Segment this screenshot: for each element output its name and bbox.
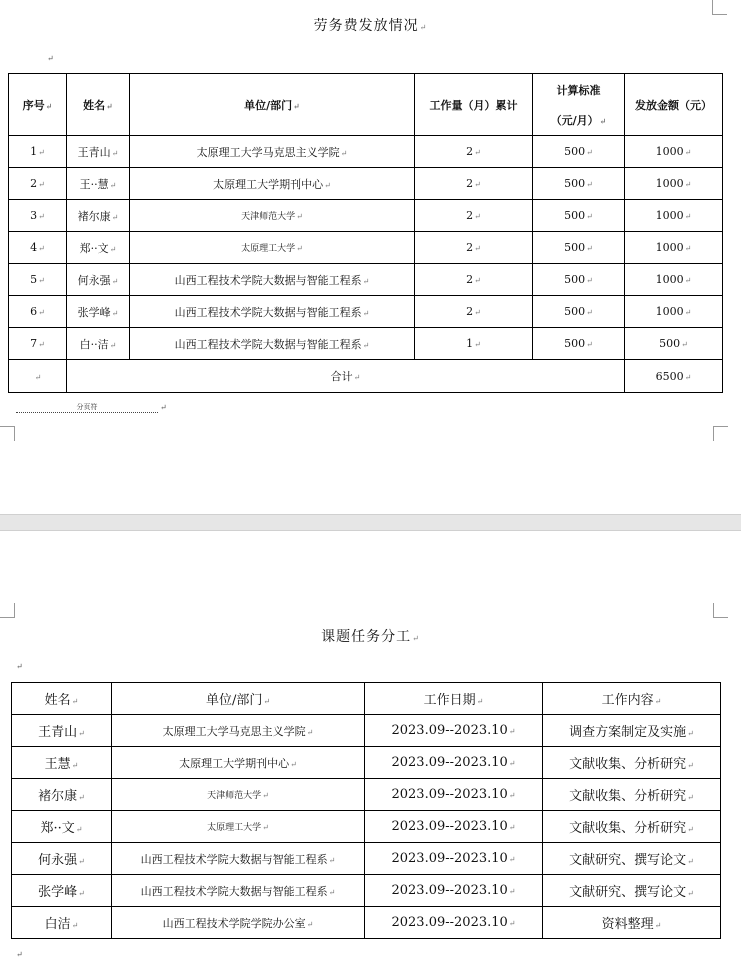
cell-seq: 6 ↵ <box>9 296 67 328</box>
cell-workload: 2 ↵ <box>415 136 533 168</box>
cell-content: 文献研究、撰写论文 ↵ <box>543 875 721 907</box>
cell-seq: 3 ↵ <box>9 200 67 232</box>
table-row <box>12 875 721 907</box>
header-amount: 发放金额（元） <box>625 74 723 136</box>
cell-workload: 2 ↵ <box>415 200 533 232</box>
header-seq: 序号 ↵ <box>9 74 67 136</box>
paragraph-mark: ↵ <box>16 950 23 959</box>
table-row <box>9 136 723 168</box>
table-row <box>12 779 721 811</box>
table-row <box>9 296 723 328</box>
cell-rate: 500 ↵ <box>533 168 625 200</box>
cell-unit: 山西工程技术学院大数据与智能工程系 ↵ <box>130 328 415 360</box>
cell-unit: 山西工程技术学院大数据与智能工程系 ↵ <box>130 264 415 296</box>
cell-unit: 天津师范大学 ↵ <box>130 200 415 232</box>
cell-workload: 2 ↵ <box>415 296 533 328</box>
cell-workload: 1 ↵ <box>415 328 533 360</box>
header-date: 工作日期 ↵ <box>365 683 543 715</box>
crop-mark <box>0 426 15 441</box>
cell-amount: 1000 ↵ <box>625 232 723 264</box>
page-break-marker: 分页符 <box>16 402 158 413</box>
table-row <box>12 715 721 747</box>
cell-unit: 太原理工大学马克思主义学院 ↵ <box>112 715 365 747</box>
crop-mark <box>713 603 728 618</box>
table-row <box>9 264 723 296</box>
cell-name: 褚尔康 ↵ <box>67 200 130 232</box>
cell-content: 文献研究、撰写论文 ↵ <box>543 843 721 875</box>
task-division-table <box>11 682 721 939</box>
cell-name: 王慧 ↵ <box>12 747 112 779</box>
header-content: 工作内容 ↵ <box>543 683 721 715</box>
cell-workload: 2 ↵ <box>415 232 533 264</box>
cell-name: 白··洁 ↵ <box>67 328 130 360</box>
cell-name: 褚尔康 ↵ <box>12 779 112 811</box>
cell-unit: 山西工程技术学院学院办公室 ↵ <box>112 907 365 939</box>
cell-name: 郑··文 ↵ <box>67 232 130 264</box>
cell-unit: 天津师范大学 ↵ <box>112 779 365 811</box>
table-row <box>9 232 723 264</box>
cell-rate: 500 ↵ <box>533 296 625 328</box>
crop-mark <box>0 603 15 618</box>
total-label: 合计 ↵ <box>67 360 625 393</box>
cell-name: 张学峰 ↵ <box>67 296 130 328</box>
header-unit: 单位/部门 ↵ <box>112 683 365 715</box>
cell-amount: 1000 ↵ <box>625 264 723 296</box>
cell-name: 何永强 ↵ <box>67 264 130 296</box>
cell-content: 调查方案制定及实施 ↵ <box>543 715 721 747</box>
cell-date: 2023.09--2023.10 ↵ <box>365 747 543 779</box>
cell-rate: 500 ↵ <box>533 328 625 360</box>
cell-name: 何永强 ↵ <box>12 843 112 875</box>
cell-date: 2023.09--2023.10 ↵ <box>365 811 543 843</box>
cell-unit: 太原理工大学 ↵ <box>130 232 415 264</box>
cell-unit: 山西工程技术学院大数据与智能工程系 ↵ <box>112 875 365 907</box>
table-row <box>12 843 721 875</box>
cell-content: 资料整理 ↵ <box>543 907 721 939</box>
labor-fee-table <box>8 73 723 393</box>
table-row <box>12 811 721 843</box>
cell-date: 2023.09--2023.10 ↵ <box>365 715 543 747</box>
cell-seq: 5 ↵ <box>9 264 67 296</box>
cell-amount: 500 ↵ <box>625 328 723 360</box>
cell-date: 2023.09--2023.10 ↵ <box>365 843 543 875</box>
table-row <box>9 168 723 200</box>
cell-unit: 太原理工大学期刊中心 ↵ <box>112 747 365 779</box>
page-title-task-division: 课题任务分工 ↵ <box>0 626 741 646</box>
table-row <box>9 328 723 360</box>
cell-name: 郑··文 ↵ <box>12 811 112 843</box>
cell-content: 文献收集、分析研究 ↵ <box>543 811 721 843</box>
cell-date: 2023.09--2023.10 ↵ <box>365 779 543 811</box>
table-row <box>12 907 721 939</box>
cell-rate: 500 ↵ <box>533 232 625 264</box>
cell-name: 王··慧 ↵ <box>67 168 130 200</box>
cell-amount: 1000 ↵ <box>625 136 723 168</box>
cell-amount: 1000 ↵ <box>625 296 723 328</box>
total-row <box>9 360 723 393</box>
cell-unit: 山西工程技术学院大数据与智能工程系 ↵ <box>130 296 415 328</box>
crop-mark <box>712 0 727 15</box>
page-title-labor-fee: 劳务费发放情况 ↵ <box>0 15 741 35</box>
header-unit: 单位/部门 ↵ <box>130 74 415 136</box>
paragraph-mark: ↵ <box>160 403 167 412</box>
cell-rate: 500 ↵ <box>533 264 625 296</box>
cell-name: 白洁 ↵ <box>12 907 112 939</box>
total-value: 6500 ↵ <box>625 360 723 393</box>
cell-workload: 2 ↵ <box>415 168 533 200</box>
cell-seq: 1 ↵ <box>9 136 67 168</box>
cell-date: 2023.09--2023.10 ↵ <box>365 875 543 907</box>
cell-content: 文献收集、分析研究 ↵ <box>543 747 721 779</box>
cell-name: 王青山 ↵ <box>12 715 112 747</box>
cell-name: 张学峰 ↵ <box>12 875 112 907</box>
cell-content: 文献收集、分析研究 ↵ <box>543 779 721 811</box>
cell-unit: 山西工程技术学院大数据与智能工程系 ↵ <box>112 843 365 875</box>
table-header-row <box>9 74 723 136</box>
table-header-row <box>12 683 721 715</box>
cell-date: 2023.09--2023.10 ↵ <box>365 907 543 939</box>
cell-name: 王青山 ↵ <box>67 136 130 168</box>
cell-unit: 太原理工大学 ↵ <box>112 811 365 843</box>
cell-seq: 4 ↵ <box>9 232 67 264</box>
header-workload: 工作量（月）累计 <box>415 74 533 136</box>
cell-rate: 500 ↵ <box>533 200 625 232</box>
cell-seq: 7 ↵ <box>9 328 67 360</box>
cell-unit: 太原理工大学期刊中心 ↵ <box>130 168 415 200</box>
page-gap <box>0 514 741 531</box>
cell-workload: 2 ↵ <box>415 264 533 296</box>
cell-seq: 2 ↵ <box>9 168 67 200</box>
paragraph-mark: ↵ <box>47 54 54 63</box>
header-rate: 计算标准 （元/月） ↵ <box>533 74 625 136</box>
table-row <box>9 200 723 232</box>
header-name: 姓名 ↵ <box>12 683 112 715</box>
paragraph-mark: ↵ <box>16 662 23 671</box>
crop-mark <box>713 426 728 441</box>
table-row <box>12 747 721 779</box>
total-empty-cell <box>9 360 67 393</box>
cell-rate: 500 ↵ <box>533 136 625 168</box>
cell-amount: 1000 ↵ <box>625 200 723 232</box>
cell-amount: 1000 ↵ <box>625 168 723 200</box>
header-name: 姓名 ↵ <box>67 74 130 136</box>
cell-unit: 太原理工大学马克思主义学院 ↵ <box>130 136 415 168</box>
